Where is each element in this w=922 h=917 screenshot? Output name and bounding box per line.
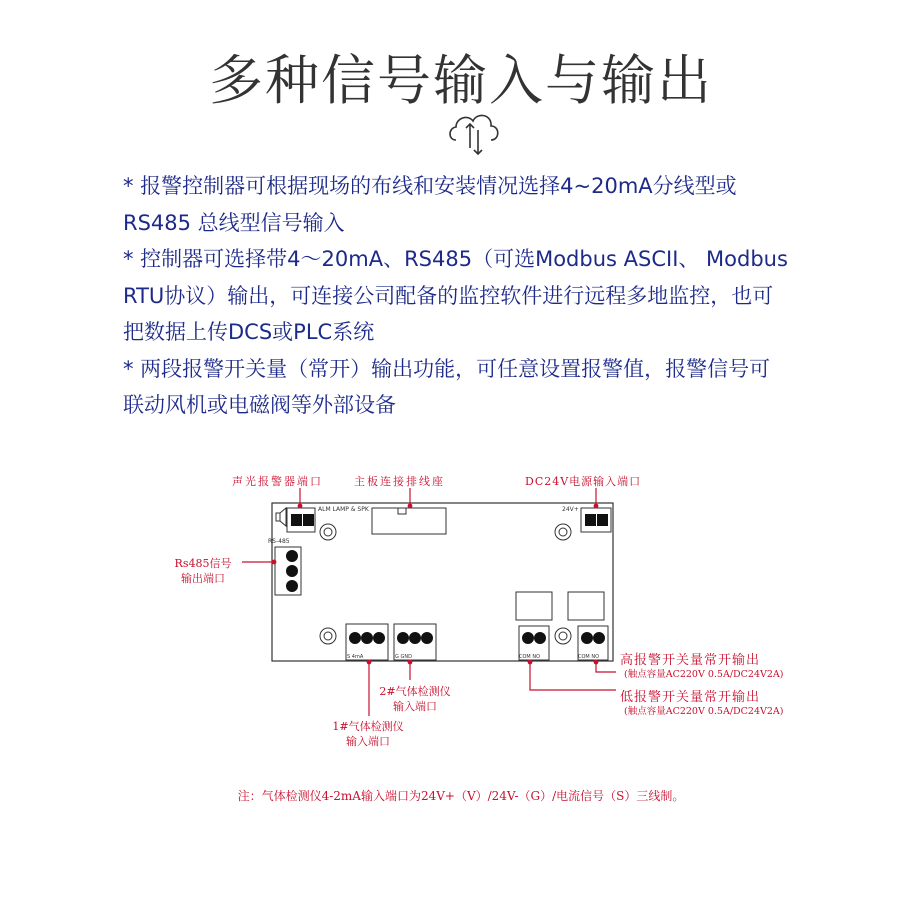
high-alarm-contact-label: (触点容量AC220V 0.5A/DC24V2A) [624, 669, 784, 680]
low-alarm-contact-label: (触点容量AC220V 0.5A/DC24V2A) [624, 706, 784, 717]
gas1-silk: S 4mA [347, 654, 364, 660]
alm-silk: ALM LAMP & SPK [318, 506, 369, 513]
gas1-input-label-line2: 输入端口 [346, 735, 390, 748]
gas2-input-label-line1: 2#气体检测仪 [379, 685, 451, 698]
low-alarm-label: 低报警开关量常开输出 [620, 690, 761, 705]
relay-high [516, 592, 552, 620]
page-title: 多种信号输入与输出 [209, 49, 713, 112]
low-relay-silk: COM NO [578, 654, 600, 660]
sound-light-port-label: 声光报警器端口 [232, 475, 323, 488]
feature-line: * 控制器可选择带4～20mA、RS485（可选Modbus ASCII、 Modbus [123, 247, 788, 271]
rs485-port-label-line1: Rs485信号 [174, 557, 232, 570]
feature-line: RS485 总线型信号输入 [123, 210, 345, 235]
dc24v-port-label: DC24V电源输入端口 [525, 475, 642, 488]
gas2-silk: G GND [395, 654, 412, 660]
gas2-input-label-line2: 输入端口 [393, 700, 437, 713]
dc24-silk: 24V+ [562, 506, 579, 513]
rs485-port-label-line2: 输出端口 [181, 572, 225, 585]
rs485-silk: RS-485 [268, 538, 290, 545]
high-alarm-label: 高报警开关量常开输出 [620, 653, 761, 668]
main-board-header-label: 主板连接排线座 [354, 475, 445, 488]
feature-line: 把数据上传DCS或PLC系统 [123, 320, 375, 344]
relay-low [568, 592, 604, 620]
feature-line: RTU协议）输出，可连接公司配备的监控软件进行远程多地监控，也可 [123, 283, 774, 308]
ribbon-header [372, 508, 446, 534]
feature-line: 联动风机或电磁阀等外部设备 [123, 393, 396, 417]
gas1-input-label-line1: 1#气体检测仪 [332, 720, 404, 733]
feature-line: * 报警控制器可根据现场的布线和安装情况选择4~20mA分线型或 [123, 174, 737, 198]
feature-line: * 两段报警开关量（常开）输出功能，可任意设置报警值，报警信号可 [123, 356, 771, 381]
high-relay-silk: COM NO [519, 654, 541, 660]
wiring-note: 注：气体检测仪4-2mA输入端口为24V+（V）/24V-（G）/电流信号（S）三线制。 [237, 789, 685, 803]
